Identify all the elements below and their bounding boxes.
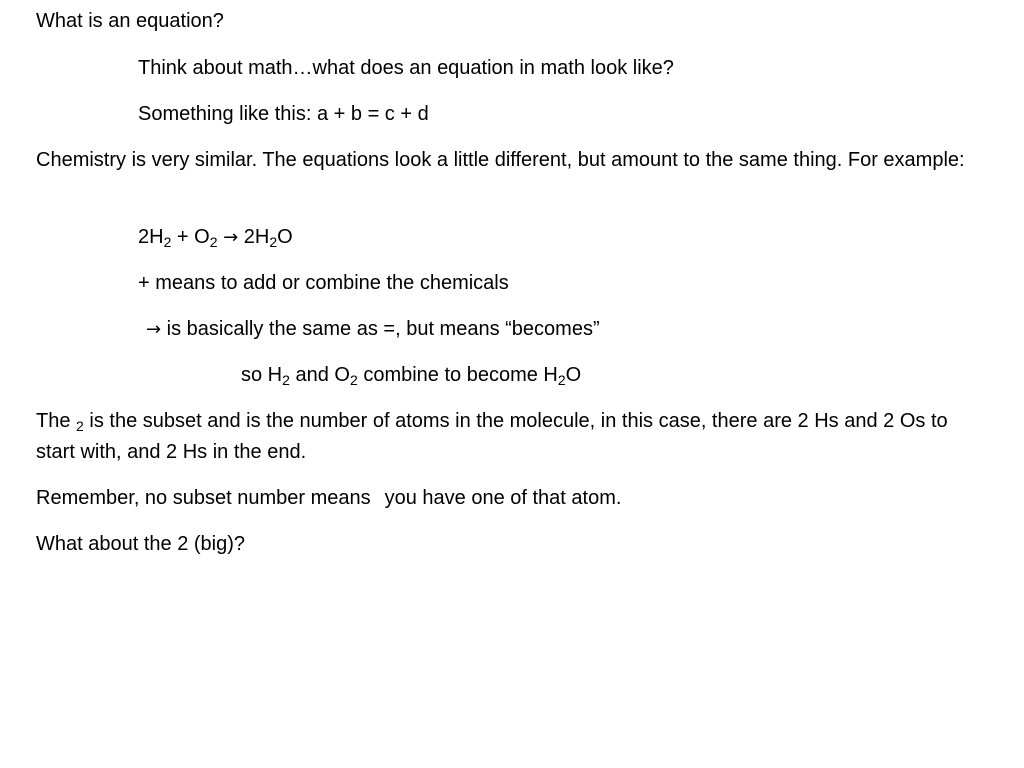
subset-text-1: The [36,410,77,432]
combine-sub-2: 2 [349,372,358,388]
combine-sub-3: 2 [557,372,566,388]
equation-term-2: + O [171,226,210,248]
right-arrow-icon: → [223,227,239,248]
think-math-line: Think about math…what does an equation in math look like? [138,57,674,79]
equation-sub-2: 2 [209,234,218,250]
remember-text-1: Remember, no subset number means [36,487,371,509]
combine-text-1: so H [241,364,283,386]
remember-text-2: you have one of that atom. [384,487,622,509]
equation-term-4: O [277,226,293,248]
combine-sub-1: 2 [282,372,290,388]
subset-paragraph [36,406,986,468]
what-about-line: What about the 2 (big)? [36,533,246,555]
plus-meaning-line: + means to add or combine the chemicals [138,272,509,294]
subset-text-2: is the subset and is the number of atoms in the molecule, in this case, there are 2 Hs and 2 Os to start with, and 2 Hs in the end. [36,410,948,463]
question-heading: What is an equation? [36,10,224,32]
chemistry-paragraph: Chemistry is very similar. The equations look a little different, but amount to the same thing. For example: [36,149,965,171]
chemical-equation [138,222,293,253]
subset-sub: 2 [76,418,84,434]
remember-line [36,483,621,514]
combine-text-2: and O [289,364,350,386]
arrow-meaning-text: is basically the same as =, but means “becomes” [161,318,600,340]
equation-sub-3: 2 [269,234,278,250]
right-arrow-icon: → [146,319,162,340]
arrow-meaning-line [146,314,600,345]
equation-term-1: 2H [138,226,164,248]
equation-sub-1: 2 [163,234,172,250]
combine-text-3: combine to become H [357,364,558,386]
equation-term-3: 2H [238,226,270,248]
combine-line [241,360,581,391]
combine-text-4: O [565,364,582,386]
example-math-line: Something like this: a + b = c + d [138,103,429,125]
